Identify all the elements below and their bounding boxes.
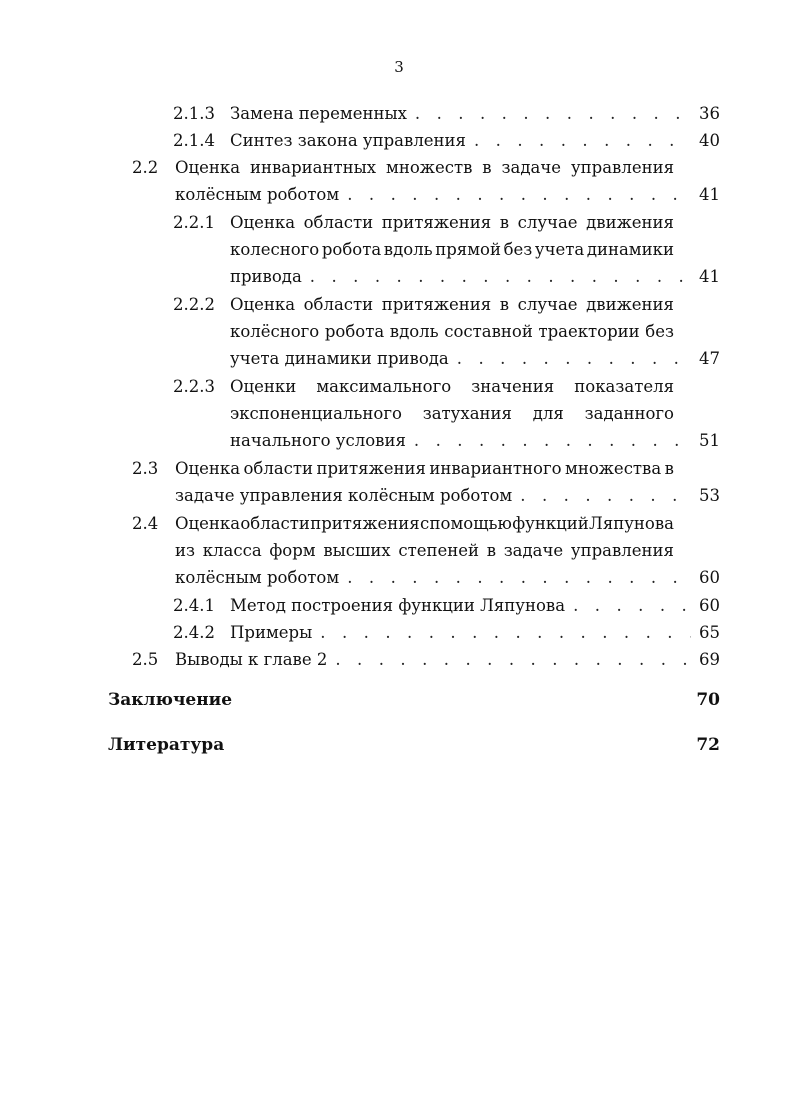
toc-entry-number: 2.3 [132,459,159,478]
toc-entry-page: 60 [699,596,720,615]
toc-entry-number: 2.1.3 [173,104,215,123]
dot-leader [414,427,691,454]
toc-entry-number: 2.2.3 [173,377,215,396]
chapter-title: Литература [108,735,225,755]
toc-entry-title-line: экспоненциального затухания для заданного [230,404,674,423]
toc-entry-title-line: Оценки максимального значения показателя [230,377,674,396]
dot-leader [310,263,691,290]
toc-entry-title-line: Синтез закона управления [230,131,466,150]
dot-leader [520,482,691,509]
toc-entry-number: 2.5 [132,650,159,669]
toc-entry-title-line: из класса форм высших степеней в задаче управления [175,541,674,560]
toc-entry-title-line: колёсным роботом [175,568,340,587]
toc-entry-title-line: Оценка инвариантных множеств в задаче управления [175,158,674,177]
toc-entry-page: 47 [699,349,720,368]
chapter-title: Заключение [108,690,233,710]
toc-entry-title-line: Замена переменных [230,104,407,123]
toc-entry-title-line: Оценка области притяжения в случае движения [230,295,674,314]
toc-entry-page: 69 [699,650,720,669]
toc-entry-page: 65 [699,623,720,642]
toc-entry-title-line: Оценка области притяжения с помощью функций Ляпунова [175,514,674,533]
toc-entry-number: 2.4 [132,514,159,533]
toc-entry-page: 36 [699,104,720,123]
dot-leader [347,564,691,591]
toc-entry-title-line: учета динамики привода [230,349,449,368]
dot-leader [457,345,691,372]
toc-entry-page: 40 [699,131,720,150]
page-number: 3 [394,58,404,76]
toc-entry-page: 60 [699,568,720,587]
toc-entry-title-line: Оценка области притяжения инвариантного множества в [175,459,674,478]
toc-entry-number: 2.4.2 [173,623,215,642]
toc-entry-page: 41 [699,267,720,286]
toc-entry-page: 51 [699,431,720,450]
chapter-page: 72 [696,735,720,755]
dot-leader [347,181,691,208]
toc-entry-title-line: колёсного робота вдоль составной траектории без [230,322,674,341]
toc-entry-number: 2.2 [132,158,159,177]
chapter-entry[interactable] [108,690,720,710]
chapter-entry[interactable] [108,735,720,755]
toc-entry-title-line: задаче управления колёсным роботом [175,486,513,505]
toc-entry-number: 2.1.4 [173,131,215,150]
toc-entry-number: 2.4.1 [173,596,215,615]
toc-entry-title-line: колёсным роботом [175,185,340,204]
toc-entry-title-line: Метод построения функции Ляпунова [230,596,566,615]
toc-entry-number: 2.2.2 [173,295,215,314]
toc-entry-number: 2.2.1 [173,213,215,232]
dot-leader [573,592,691,619]
dot-leader [415,100,691,127]
dot-leader [474,127,691,154]
toc-entry-title-line: Выводы к главе 2 [175,650,328,669]
toc-entry-title-line: Оценка области притяжения в случае движения [230,213,674,232]
toc-entry-title-line: колесного робота вдоль прямой без учета динамики [230,240,674,259]
chapter-page: 70 [696,690,720,710]
dot-leader [320,619,691,646]
toc-entry-page: 41 [699,185,720,204]
toc-entry-title-line: Примеры [230,623,313,642]
toc-entry-page: 53 [699,486,720,505]
dot-leader [335,646,691,673]
toc-entry-title-line: привода [230,267,302,286]
toc-entry-title-line: начального условия [230,431,406,450]
